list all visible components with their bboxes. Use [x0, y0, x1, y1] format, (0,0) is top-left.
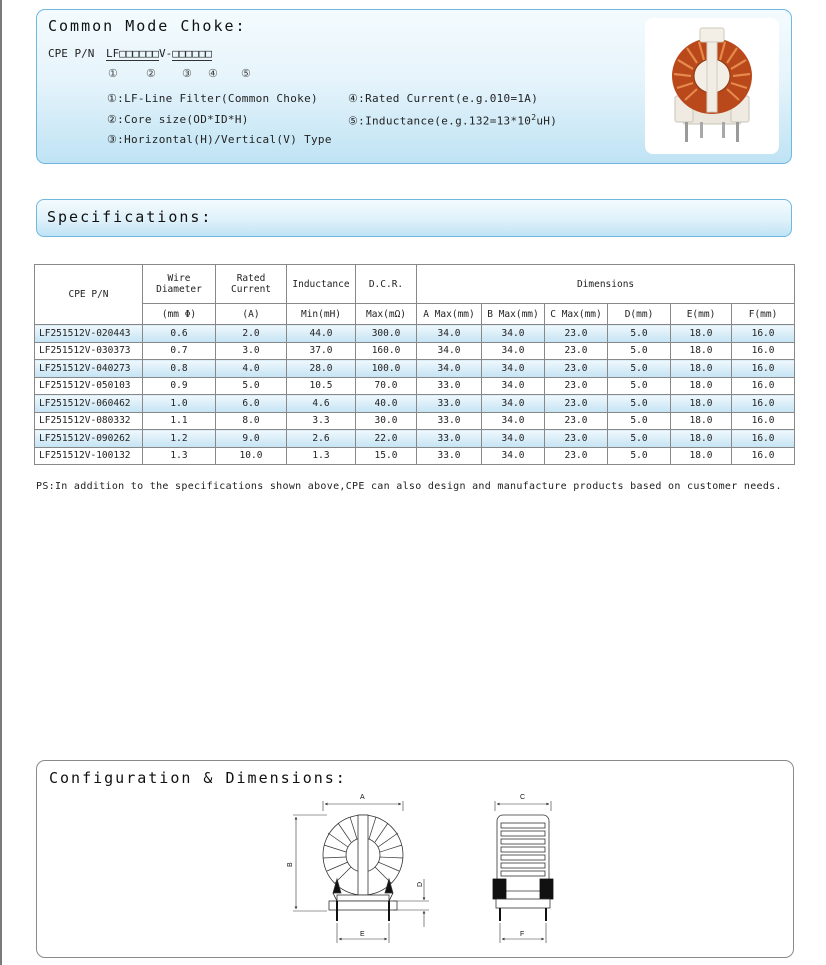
value-cell: 34.0: [482, 395, 545, 413]
value-cell: 8.0: [216, 412, 287, 430]
header-pn: CPE P/N: [35, 265, 143, 325]
table-header-row: [35, 265, 795, 304]
subheader-cell: A Max(mm): [417, 304, 482, 325]
subheader-cell: (mm Φ): [143, 304, 216, 325]
header-dimensions: Dimensions: [417, 265, 795, 304]
value-cell: 23.0: [545, 412, 608, 430]
subheader-cell: B Max(mm): [482, 304, 545, 325]
value-cell: 33.0: [417, 412, 482, 430]
value-cell: 16.0: [732, 395, 795, 413]
note-1: ①:LF-Line Filter(Common Choke): [107, 92, 318, 105]
note-5-superscript: 2: [531, 113, 537, 122]
pn-prefix: LF: [106, 47, 120, 60]
value-cell: 33.0: [417, 430, 482, 448]
value-cell: 33.0: [417, 447, 482, 465]
pn-index-5: ⑤: [241, 67, 251, 80]
value-cell: 16.0: [732, 430, 795, 448]
section-title-specifications: Specifications:: [47, 208, 213, 226]
value-cell: 33.0: [417, 377, 482, 395]
pn-v: V-: [159, 47, 173, 60]
part-number-cell: LF251512V-030373: [35, 342, 143, 360]
note-5-main: ⑤:Inductance(e.g.132=13*10: [348, 114, 532, 128]
value-cell: 3.3: [287, 412, 356, 430]
subheader-cell: Max(mΩ): [356, 304, 417, 325]
value-cell: 5.0: [216, 377, 287, 395]
part-number-cell: LF251512V-100132: [35, 447, 143, 465]
front-view-drawing: [323, 815, 403, 921]
dim-label-d: D: [417, 881, 424, 887]
part-number-cell: LF251512V-050103: [35, 377, 143, 395]
value-cell: 5.0: [608, 395, 671, 413]
value-cell: 1.3: [143, 447, 216, 465]
value-cell: 16.0: [732, 325, 795, 343]
value-cell: 34.0: [482, 447, 545, 465]
header-rated-current: [216, 265, 287, 304]
dim-label-c: C: [520, 794, 526, 801]
value-cell: 1.0: [143, 395, 216, 413]
value-cell: 44.0: [287, 325, 356, 343]
product-photo: [645, 18, 779, 154]
value-cell: 30.0: [356, 412, 417, 430]
dim-label-a: A: [360, 794, 365, 801]
value-cell: 18.0: [671, 342, 732, 360]
ps-note: PS:In addition to the specifications shown above,CPE can also design and manufacture products based on customer needs.: [36, 481, 782, 492]
value-cell: 6.0: [216, 395, 287, 413]
side-view-drawing: [493, 815, 553, 921]
specifications-header-panel: [36, 199, 792, 237]
value-cell: 23.0: [545, 430, 608, 448]
subheader-cell: Min(mH): [287, 304, 356, 325]
value-cell: 0.8: [143, 360, 216, 378]
value-cell: 16.0: [732, 360, 795, 378]
value-cell: 10.0: [216, 447, 287, 465]
section-title-configuration: Configuration & Dimensions:: [49, 769, 347, 787]
value-cell: 5.0: [608, 342, 671, 360]
table-body: [35, 325, 795, 465]
value-cell: 18.0: [671, 325, 732, 343]
pn-group2: □□□□□□: [172, 47, 212, 60]
value-cell: 5.0: [608, 447, 671, 465]
specifications-table: [34, 264, 795, 465]
value-cell: 34.0: [417, 360, 482, 378]
value-cell: 10.5: [287, 377, 356, 395]
value-cell: 9.0: [216, 430, 287, 448]
pn-index-3: ③: [182, 67, 192, 80]
value-cell: 33.0: [417, 395, 482, 413]
value-cell: 34.0: [417, 342, 482, 360]
note-4: ④:Rated Current(e.g.010=1A): [348, 92, 539, 105]
value-cell: 70.0: [356, 377, 417, 395]
value-cell: 23.0: [545, 360, 608, 378]
value-cell: 1.3: [287, 447, 356, 465]
header-wire-diameter: [143, 265, 216, 304]
table-row: [35, 342, 795, 360]
part-number-cell: LF251512V-040273: [35, 360, 143, 378]
pn-code: [106, 47, 212, 61]
value-cell: 4.6: [287, 395, 356, 413]
value-cell: 18.0: [671, 447, 732, 465]
value-cell: 160.0: [356, 342, 417, 360]
value-cell: 22.0: [356, 430, 417, 448]
header-inductance: Inductance: [287, 265, 356, 304]
table-row: [35, 325, 795, 343]
value-cell: 16.0: [732, 447, 795, 465]
value-cell: 16.0: [732, 412, 795, 430]
page-left-border: [0, 0, 2, 965]
value-cell: 100.0: [356, 360, 417, 378]
value-cell: 16.0: [732, 342, 795, 360]
value-cell: 18.0: [671, 395, 732, 413]
subheader-cell: F(mm): [732, 304, 795, 325]
table-row: [35, 430, 795, 448]
value-cell: 5.0: [608, 325, 671, 343]
value-cell: 37.0: [287, 342, 356, 360]
value-cell: 40.0: [356, 395, 417, 413]
value-cell: 34.0: [482, 360, 545, 378]
subheader-cell: (A): [216, 304, 287, 325]
dim-label-f: F: [520, 931, 525, 938]
toroid-choke-image: [645, 18, 779, 154]
value-cell: 5.0: [608, 360, 671, 378]
pn-label: CPE P/N: [48, 47, 95, 60]
value-cell: 0.6: [143, 325, 216, 343]
value-cell: 16.0: [732, 377, 795, 395]
value-cell: 34.0: [482, 325, 545, 343]
note-5-tail: uH): [536, 114, 558, 128]
part-number-cell: LF251512V-090262: [35, 430, 143, 448]
part-number-cell: LF251512V-020443: [35, 325, 143, 343]
value-cell: 34.0: [482, 412, 545, 430]
value-cell: 18.0: [671, 360, 732, 378]
header-wire-l2: Diameter: [156, 284, 202, 295]
value-cell: 2.6: [287, 430, 356, 448]
value-cell: 5.0: [608, 377, 671, 395]
value-cell: 1.1: [143, 412, 216, 430]
value-cell: 5.0: [608, 412, 671, 430]
value-cell: 0.7: [143, 342, 216, 360]
part-number-cell: LF251512V-060462: [35, 395, 143, 413]
value-cell: 23.0: [545, 342, 608, 360]
dim-label-b: B: [287, 862, 294, 867]
value-cell: 0.9: [143, 377, 216, 395]
subheader-cell: C Max(mm): [545, 304, 608, 325]
configuration-panel: [36, 760, 794, 958]
header-wire-l1: Wire: [167, 273, 191, 284]
section-title-common-mode-choke: Common Mode Choke:: [48, 17, 247, 35]
value-cell: 18.0: [671, 412, 732, 430]
table-row: [35, 360, 795, 378]
table-subheader-row: [35, 304, 795, 325]
value-cell: 5.0: [608, 430, 671, 448]
value-cell: 34.0: [482, 377, 545, 395]
value-cell: 4.0: [216, 360, 287, 378]
value-cell: 18.0: [671, 430, 732, 448]
table-row: [35, 377, 795, 395]
part-number-panel: [36, 9, 792, 164]
value-cell: 1.2: [143, 430, 216, 448]
value-cell: 34.0: [417, 325, 482, 343]
value-cell: 23.0: [545, 395, 608, 413]
table-row: [35, 395, 795, 413]
header-dcr: D.C.R.: [356, 265, 417, 304]
value-cell: 18.0: [671, 377, 732, 395]
dim-label-e: E: [360, 931, 365, 938]
value-cell: 3.0: [216, 342, 287, 360]
header-rated-l2: Current: [230, 284, 272, 295]
pn-index-4: ④: [208, 67, 218, 80]
note-5: [348, 113, 557, 128]
table-row: [35, 447, 795, 465]
part-number-cell: LF251512V-080332: [35, 412, 143, 430]
subheader-cell: D(mm): [608, 304, 671, 325]
subheader-cell: E(mm): [671, 304, 732, 325]
value-cell: 23.0: [545, 377, 608, 395]
value-cell: 15.0: [356, 447, 417, 465]
value-cell: 23.0: [545, 325, 608, 343]
value-cell: 2.0: [216, 325, 287, 343]
value-cell: 300.0: [356, 325, 417, 343]
table-row: [35, 412, 795, 430]
note-2: ②:Core size(OD*ID*H): [107, 113, 249, 126]
value-cell: 34.0: [482, 430, 545, 448]
dimension-drawing: [37, 761, 793, 957]
pn-index-1: ①: [108, 67, 118, 80]
pn-index-2: ②: [146, 67, 156, 80]
note-3: ③:Horizontal(H)/Vertical(V) Type: [107, 133, 332, 146]
value-cell: 28.0: [287, 360, 356, 378]
header-rated-l1: Rated: [236, 273, 266, 284]
value-cell: 34.0: [482, 342, 545, 360]
value-cell: 23.0: [545, 447, 608, 465]
pn-group1: □□□□□□: [119, 47, 159, 60]
